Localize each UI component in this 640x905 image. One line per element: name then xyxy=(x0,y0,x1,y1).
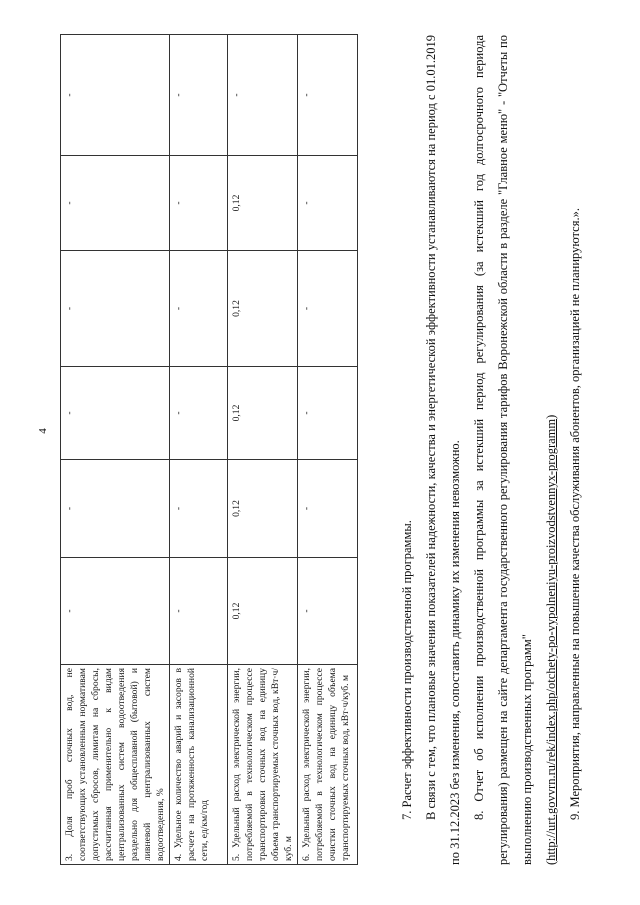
indicator-value: - xyxy=(170,156,228,251)
indicator-value: - xyxy=(61,156,170,251)
indicator-value: 0,12 xyxy=(228,156,298,251)
indicator-name: 4. Удельное количество аварий и засоров в расчете на протяженность канализационной сети, ед/км/год xyxy=(170,665,228,865)
indicators-table xyxy=(60,34,358,865)
section-9-text: 9. Мероприятия, направленные на повышение качества обслуживания абонентов, организацией не планируются.». xyxy=(568,208,582,820)
indicator-name: 6. Удельный расход электрической энергии, потребляемой в технологическом процессе очистки сточных вод на единицу объема транспортируемых сточных вод, кВт·ч/куб. м xyxy=(298,665,358,865)
indicator-value: - xyxy=(61,35,170,156)
indicator-value: - xyxy=(170,460,228,558)
indicator-value: - xyxy=(170,35,228,156)
page-number: 4 xyxy=(36,428,49,434)
indicator-value: - xyxy=(298,460,358,558)
indicator-value: - xyxy=(170,367,228,460)
report-link[interactable]: http://urt.govvrn.ru/rek/index.php/otchety-po-vypolneniyu-proizvodstvennyx-programm xyxy=(544,418,558,861)
indicator-value: - xyxy=(61,558,170,665)
indicator-value: - xyxy=(228,35,298,156)
indicator-value: - xyxy=(61,460,170,558)
section-7-title: 7. Расчет эффективности производственной программы. xyxy=(400,520,414,820)
section-8-text: 8. Отчет об исполнении производственной программы за истекший период регулирования (за истекший год долгосрочного периода регулирования) размещен на сайте департамента государственного регулирования тарифов Воронежской области в разделе "Главное меню" - "Отчеты по выполнению производственных программ" (http://urt.govvrn.ru/rek/index.php/otchety-po-vypolneniyu-proizvodstvennyx-programm) xyxy=(472,35,558,865)
rotated-page-content xyxy=(60,35,620,865)
indicator-value: - xyxy=(298,367,358,460)
table-row xyxy=(228,35,298,865)
section-7-text: В связи с тем, что плановые значения показателей надежности, качества и энергетической эффективности устанавливаются на период с 01.01.2019 по 31.12.2023 без изменения, сопоставить динамику их изменения невозможно. xyxy=(424,35,462,865)
indicator-value: - xyxy=(298,251,358,367)
indicator-value: 0,12 xyxy=(228,558,298,665)
table-row xyxy=(61,35,170,865)
indicator-name: 3. Доля проб сточных вод, не соответствующих установленным нормативам допустимых сбросов, лимитам на сбросы, рассчитанная применительно к видам централизованных систем водоотведения раздельно для общесплавной (бытовой) и ливневой централизованных систем водоотведения, % xyxy=(61,665,170,865)
indicator-value: 0,12 xyxy=(228,251,298,367)
indicator-name: 5. Удельный расход электрической энергии, потребляемой в технологическом процессе транспортировки сточных вод на единицу объема транспортируемых сточных вод, кВт·ч/куб. м xyxy=(228,665,298,865)
indicator-value: - xyxy=(298,558,358,665)
indicator-value: - xyxy=(298,35,358,156)
indicator-value: - xyxy=(170,251,228,367)
indicator-value: - xyxy=(298,156,358,251)
body-text xyxy=(395,35,587,865)
indicator-value: 0,12 xyxy=(228,460,298,558)
indicator-value: 0,12 xyxy=(228,367,298,460)
indicator-value: - xyxy=(170,558,228,665)
table-row xyxy=(170,35,228,865)
indicator-value: - xyxy=(61,251,170,367)
indicator-value: - xyxy=(61,367,170,460)
table-row xyxy=(298,35,358,865)
